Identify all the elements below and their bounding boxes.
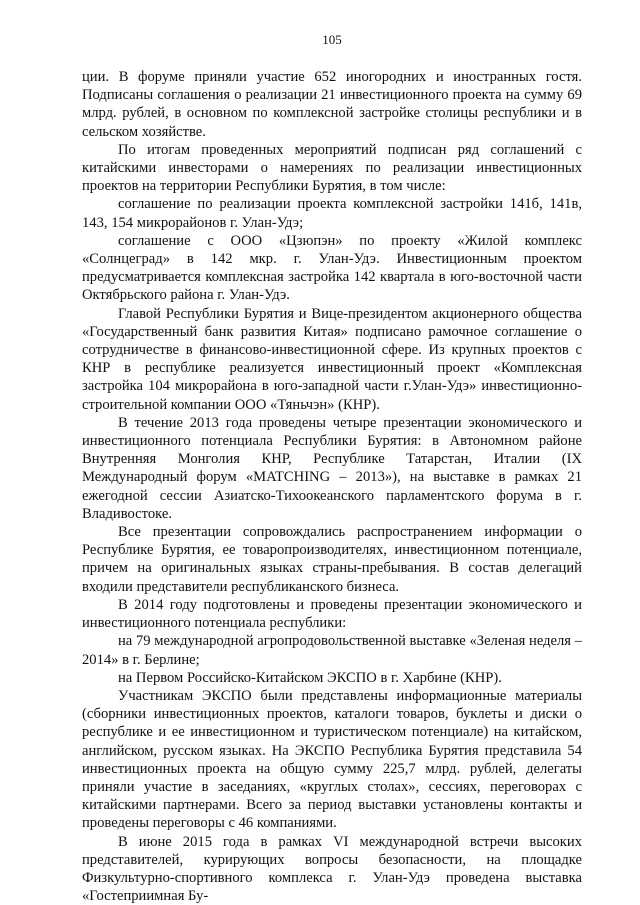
paragraph: на 79 международной агропродовольственной выставке «Зеленая неделя – 2014» в г. Берлине; [82,633,582,668]
paragraph: соглашение с ООО «Цзюпэн» по проекту «Жилой комплекс «Солнцеград» в 142 мкр. г. Улан-Удэ. Инвестиционным проектом предусматривается комплексная застройка 142 квартала в юго-восточной части Октябрьского района г. Улан-Удэ. [82,232,582,304]
body-text [82,68,582,905]
paragraph: на Первом Российско-Китайском ЭКСПО в г. Харбине (КНР). [118,669,502,686]
paragraph: Главой Республики Бурятия и Вице-президентом акционерного общества «Государственный банк развития Китая» подписано рамочное соглашение о сотрудничестве в финансово-инвестиционной сфере. Из крупных проектов с КНР в республике реализуется инвестиционный проект «Комплексная застройка 104 микрорайона в юго-западной части г.Улан-Удэ» инвестиционно-строительной компании ООО «Тяньчэн» (КНР). [82,305,582,413]
paragraph: По итогам проведенных мероприятий подписан ряд соглашений с китайскими инвесторами о намерениях по реализации инвестиционных проектов на территории Республики Бурятия, в том числе: [82,141,582,195]
paragraph: ции. В форуме приняли участие 652 иногородних и иностранных гостя. Подписаны соглашения о реализации 21 инвестиционного проекта на сумму 69 млрд. рублей, в основном по комплексной застройке столицы республики и в сельском хозяйстве. [82,69,582,140]
paragraph: Участникам ЭКСПО были представлены информационные материалы (сборники инвестиционных проектов, каталоги товаров, буклеты и диски о республике и ее инвестиционном и туристическом потенциале) на китайском, английском, русском языках. На ЭКСПО Республика Бурятия представила 54 инвестиционных проекта на общую сумму 225,7 млрд. рублей, делегаты приняли участие в заседаниях, «круглых столах», сессиях, переговорах с китайскими партнерами. Всего за период выставки установлены контакты и проведены переговоры с 46 компаниями. [82,687,582,832]
paragraph: В июне 2015 года в рамках VI международной встречи высоких представителей, курирующих вопросы безопасности, на площадке Физкультурно-спортивного комплекса г. Улан-Удэ проведена выставка «Гостеприимная Бу- [82,833,582,905]
page-number: 105 [322,32,342,47]
paragraph: соглашение по реализации проекта комплексной застройки 141б, 141в, 143, 154 микрорайонов г. Улан-Удэ; [82,196,582,231]
paragraph: В 2014 году подготовлены и проведены презентации экономического и инвестиционного потенциала республики: [82,596,582,632]
paragraph: Все презентации сопровождались распространением информации о Республике Бурятия, ее товаропроизводителях, инвестиционном потенциале, причем на оригинальных языках страны-пребывания. В состав делегаций входили представители республиканского бизнеса. [82,524,582,595]
paragraph: В течение 2013 года проведены четыре презентации экономического и инвестиционного потенциала Республики Бурятия: в Автономном районе Внутренняя Монголия КНР, Республике Татарстан, Италии (IX Международный форум «MATCHING – 2013»), на выставке в рамках 21 ежегодной сессии Азиатско-Тихоокеанского парламентского форума в г. Владивостоке. [82,414,582,522]
